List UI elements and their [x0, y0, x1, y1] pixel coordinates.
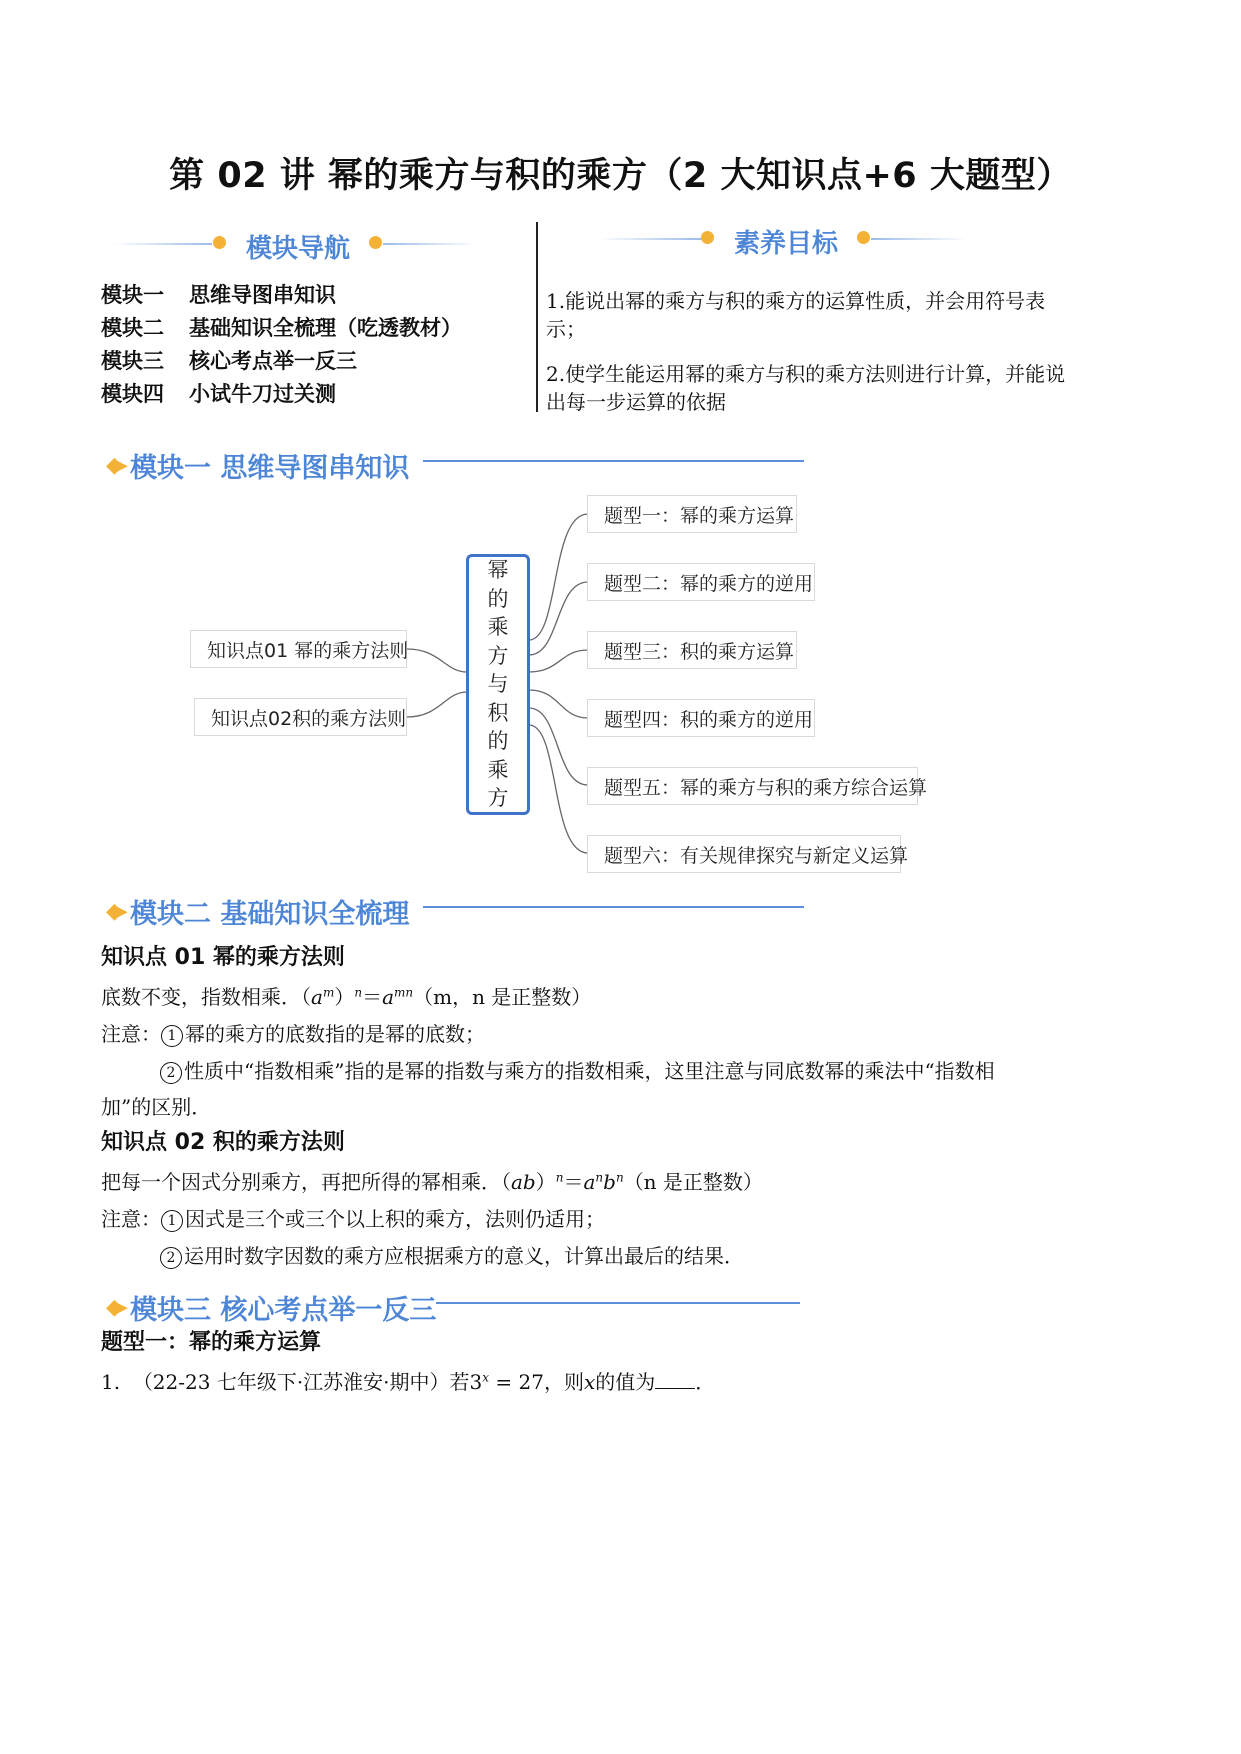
question-1: 1. （22-23 七年级下·江苏淮安·期中）若$3^x = 27$，则x的值为 ．	[101, 1370, 716, 1394]
mindmap-right-node-2: 题型二：幂的乘方的逆用	[587, 563, 815, 601]
nav-item-1: 模块一 思维导图串知识	[101, 283, 336, 307]
mindmap-left-node-2: 知识点02积的乘方法则	[194, 698, 407, 736]
nav-item-4: 模块四 小试牛刀过关测	[101, 382, 336, 406]
double-chevron-icon: ◆▸	[106, 453, 122, 478]
answer-blank[interactable]	[655, 1388, 695, 1389]
type1-title: 题型一：幂的乘方运算	[101, 1330, 322, 1355]
kp1-note-2-cont: 加”的区别．	[101, 1095, 212, 1119]
kp1-note-1: 注意： 1 幂的乘方的底数指的是幂的底数；	[101, 1022, 485, 1046]
nav-item-2: 模块二 基础知识全梳理（吃透教材）	[101, 316, 462, 340]
double-chevron-icon: ◆▸	[106, 899, 122, 924]
kp2-note-2: 2 运用时数字因数的乘方应根据乘方的意义，计算出最后的结果．	[160, 1240, 744, 1269]
mindmap-right-node-6: 题型六：有关规律探究与新定义运算	[587, 835, 901, 873]
mindmap-right-node-3: 题型三：积的乘方运算	[587, 631, 797, 669]
kp1-rule: 底数不变，指数相乘．$(a^m)^n=a^{mn}(m$，n 是正整数）	[101, 985, 592, 1009]
goal-1: 1.能说出幂的乘方与积的乘方的运算性质，并会用符号表示；	[546, 289, 1046, 341]
page-title: 第 02 讲 幂的乘方与积的乘方（2 大知识点+6 大题型）	[169, 156, 1072, 196]
mindmap-right-node-4: 题型四：积的乘方的逆用	[587, 699, 815, 737]
module3-rule	[436, 1302, 800, 1304]
kp2-note-1: 注意： 1 因式是三个或三个以上积的乘方，法则仍适用；	[101, 1207, 605, 1231]
double-chevron-icon: ◆▸	[106, 1295, 122, 1320]
module2-rule	[423, 906, 804, 908]
mindmap-center-node: 幂 的 乘 方 与 积 的 乘 方	[466, 554, 530, 815]
goals-header: 素养目标	[734, 229, 839, 259]
nav-item-3: 模块三 核心考点举一反三	[101, 349, 357, 373]
nav-header: 模块导航	[246, 234, 351, 264]
kp1-note-2: 2 性质中“指数相乘”指的是幂的指数与乘方的指数相乘，这里注意与同底数幂的乘法中“指数相	[160, 1055, 995, 1084]
module2-title: ◆▸ 模块二 基础知识全梳理	[106, 899, 410, 930]
kp2-rule: 把每一个因式分别乘方，再把所得的幂相乘．$(ab)^n=a^nb^n(n$ 是正整数）	[101, 1170, 763, 1194]
kp2-title: 知识点 02 积的乘方法则	[101, 1130, 345, 1155]
mindmap-left-node-1: 知识点01 幂的乘方法则	[190, 630, 407, 668]
module3-title: ◆▸ 模块三 核心考点举一反三	[106, 1295, 437, 1326]
module1-title: ◆▸ 模块一 思维导图串知识	[106, 453, 410, 484]
mindmap-right-node-1: 题型一：幂的乘方运算	[587, 495, 797, 533]
mindmap-right-node-5: 题型五：幂的乘方与积的乘方综合运算	[587, 767, 918, 805]
goal-2: 2.使学生能运用幂的乘方与积的乘方法则进行计算，并能说出每一步运算的依据	[546, 362, 1066, 414]
kp1-title: 知识点 01 幂的乘方法则	[101, 945, 345, 970]
